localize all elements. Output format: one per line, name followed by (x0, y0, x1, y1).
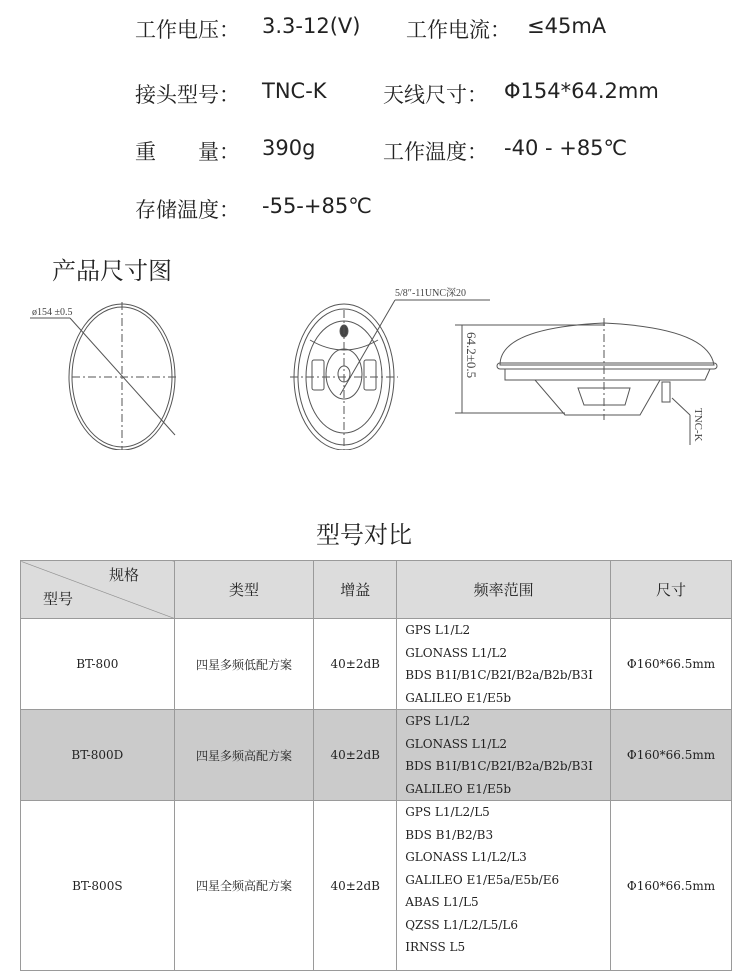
spec-label: 接头型号： (135, 83, 240, 107)
header-freq: 频率范围 (397, 561, 611, 619)
cell-freq (397, 801, 611, 971)
freq-item: GALILEO E1/E5b (405, 690, 512, 705)
spec-label: 天线尺寸： (383, 83, 488, 107)
top-view (30, 302, 176, 450)
spec-label: 工作温度： (383, 140, 488, 164)
table-row (21, 619, 732, 710)
connector-label: TNC-K (692, 408, 704, 442)
spec-value: -55-+85℃ (262, 194, 372, 218)
freq-item: GALILEO E1/E5b (405, 781, 512, 796)
freq-item: BDS B1I/B1C/B2I/B2a/B2b/B3I (405, 759, 593, 773)
height-label: 64.2±0.5 (464, 332, 479, 379)
cell-freq (397, 619, 611, 710)
freq-item: GPS L1/L2 (405, 714, 471, 728)
spec-label: 工作电压： (135, 18, 240, 42)
header-model: 型号 (43, 590, 74, 608)
model-comparison-table (20, 560, 732, 971)
cell-size: Φ160*66.5mm (611, 801, 732, 971)
spec-value: 3.3-12(V) (262, 14, 361, 38)
freq-item: GLONASS L1/L2/L3 (405, 850, 527, 864)
cell-type: 四星多频低配方案 (174, 619, 314, 710)
diameter-label: ø154 ±0.5 (32, 307, 73, 318)
spec-value: -40 - +85℃ (504, 136, 628, 160)
freq-item: GLONASS L1/L2 (405, 645, 508, 660)
compare-title: 型号对比 (316, 521, 412, 549)
table-row (21, 710, 732, 801)
cell-freq (397, 710, 611, 801)
drawing-title: 产品尺寸图 (52, 257, 172, 285)
freq-item: GALILEO E1/E5a/E5b/E6 (405, 872, 560, 887)
cell-gain: 40±2dB (314, 710, 397, 801)
spec-value: TNC-K (262, 79, 327, 103)
cell-model: BT-800S (21, 801, 175, 971)
bottom-view (290, 300, 490, 450)
freq-item: GPS L1/L2/L5 (405, 805, 490, 819)
spec-label: 工作电流： (406, 18, 511, 42)
header-spec-model (21, 561, 175, 619)
cell-type: 四星全频高配方案 (174, 801, 314, 971)
spec-value: 390g (262, 136, 316, 160)
freq-item: GPS L1/L2 (405, 623, 471, 637)
side-view (455, 318, 717, 445)
spec-label: 存储温度： (135, 198, 240, 222)
header-gain: 增益 (314, 561, 397, 619)
spec-label: 重 量： (135, 140, 240, 164)
cell-type: 四星多频高配方案 (174, 710, 314, 801)
cell-model: BT-800D (21, 710, 175, 801)
thread-label: 5/8″-11UNC深20 (395, 288, 467, 299)
header-size: 尺寸 (611, 561, 732, 619)
header-type: 类型 (174, 561, 314, 619)
freq-item: GLONASS L1/L2 (405, 736, 508, 751)
table-header (21, 561, 732, 619)
cell-gain: 40±2dB (314, 619, 397, 710)
table-row (21, 801, 732, 971)
freq-item: IRNSS L5 (405, 940, 466, 954)
spec-value: Φ154*64.2mm (504, 79, 659, 103)
cell-gain: 40±2dB (314, 801, 397, 971)
freq-item: BDS B1I/B1C/B2I/B2a/B2b/B3I (405, 668, 593, 682)
dimension-drawing (0, 280, 750, 450)
cell-size: Φ160*66.5mm (611, 710, 732, 801)
freq-item: BDS B1/B2/B3 (405, 827, 494, 842)
cell-size: Φ160*66.5mm (611, 619, 732, 710)
spec-value: ≤45mA (527, 14, 607, 38)
header-spec: 规格 (109, 566, 140, 584)
freq-item: ABAS L1/L5 (405, 895, 479, 909)
freq-item: QZSS L1/L2/L5/L6 (405, 917, 518, 932)
cell-model: BT-800 (21, 619, 175, 710)
